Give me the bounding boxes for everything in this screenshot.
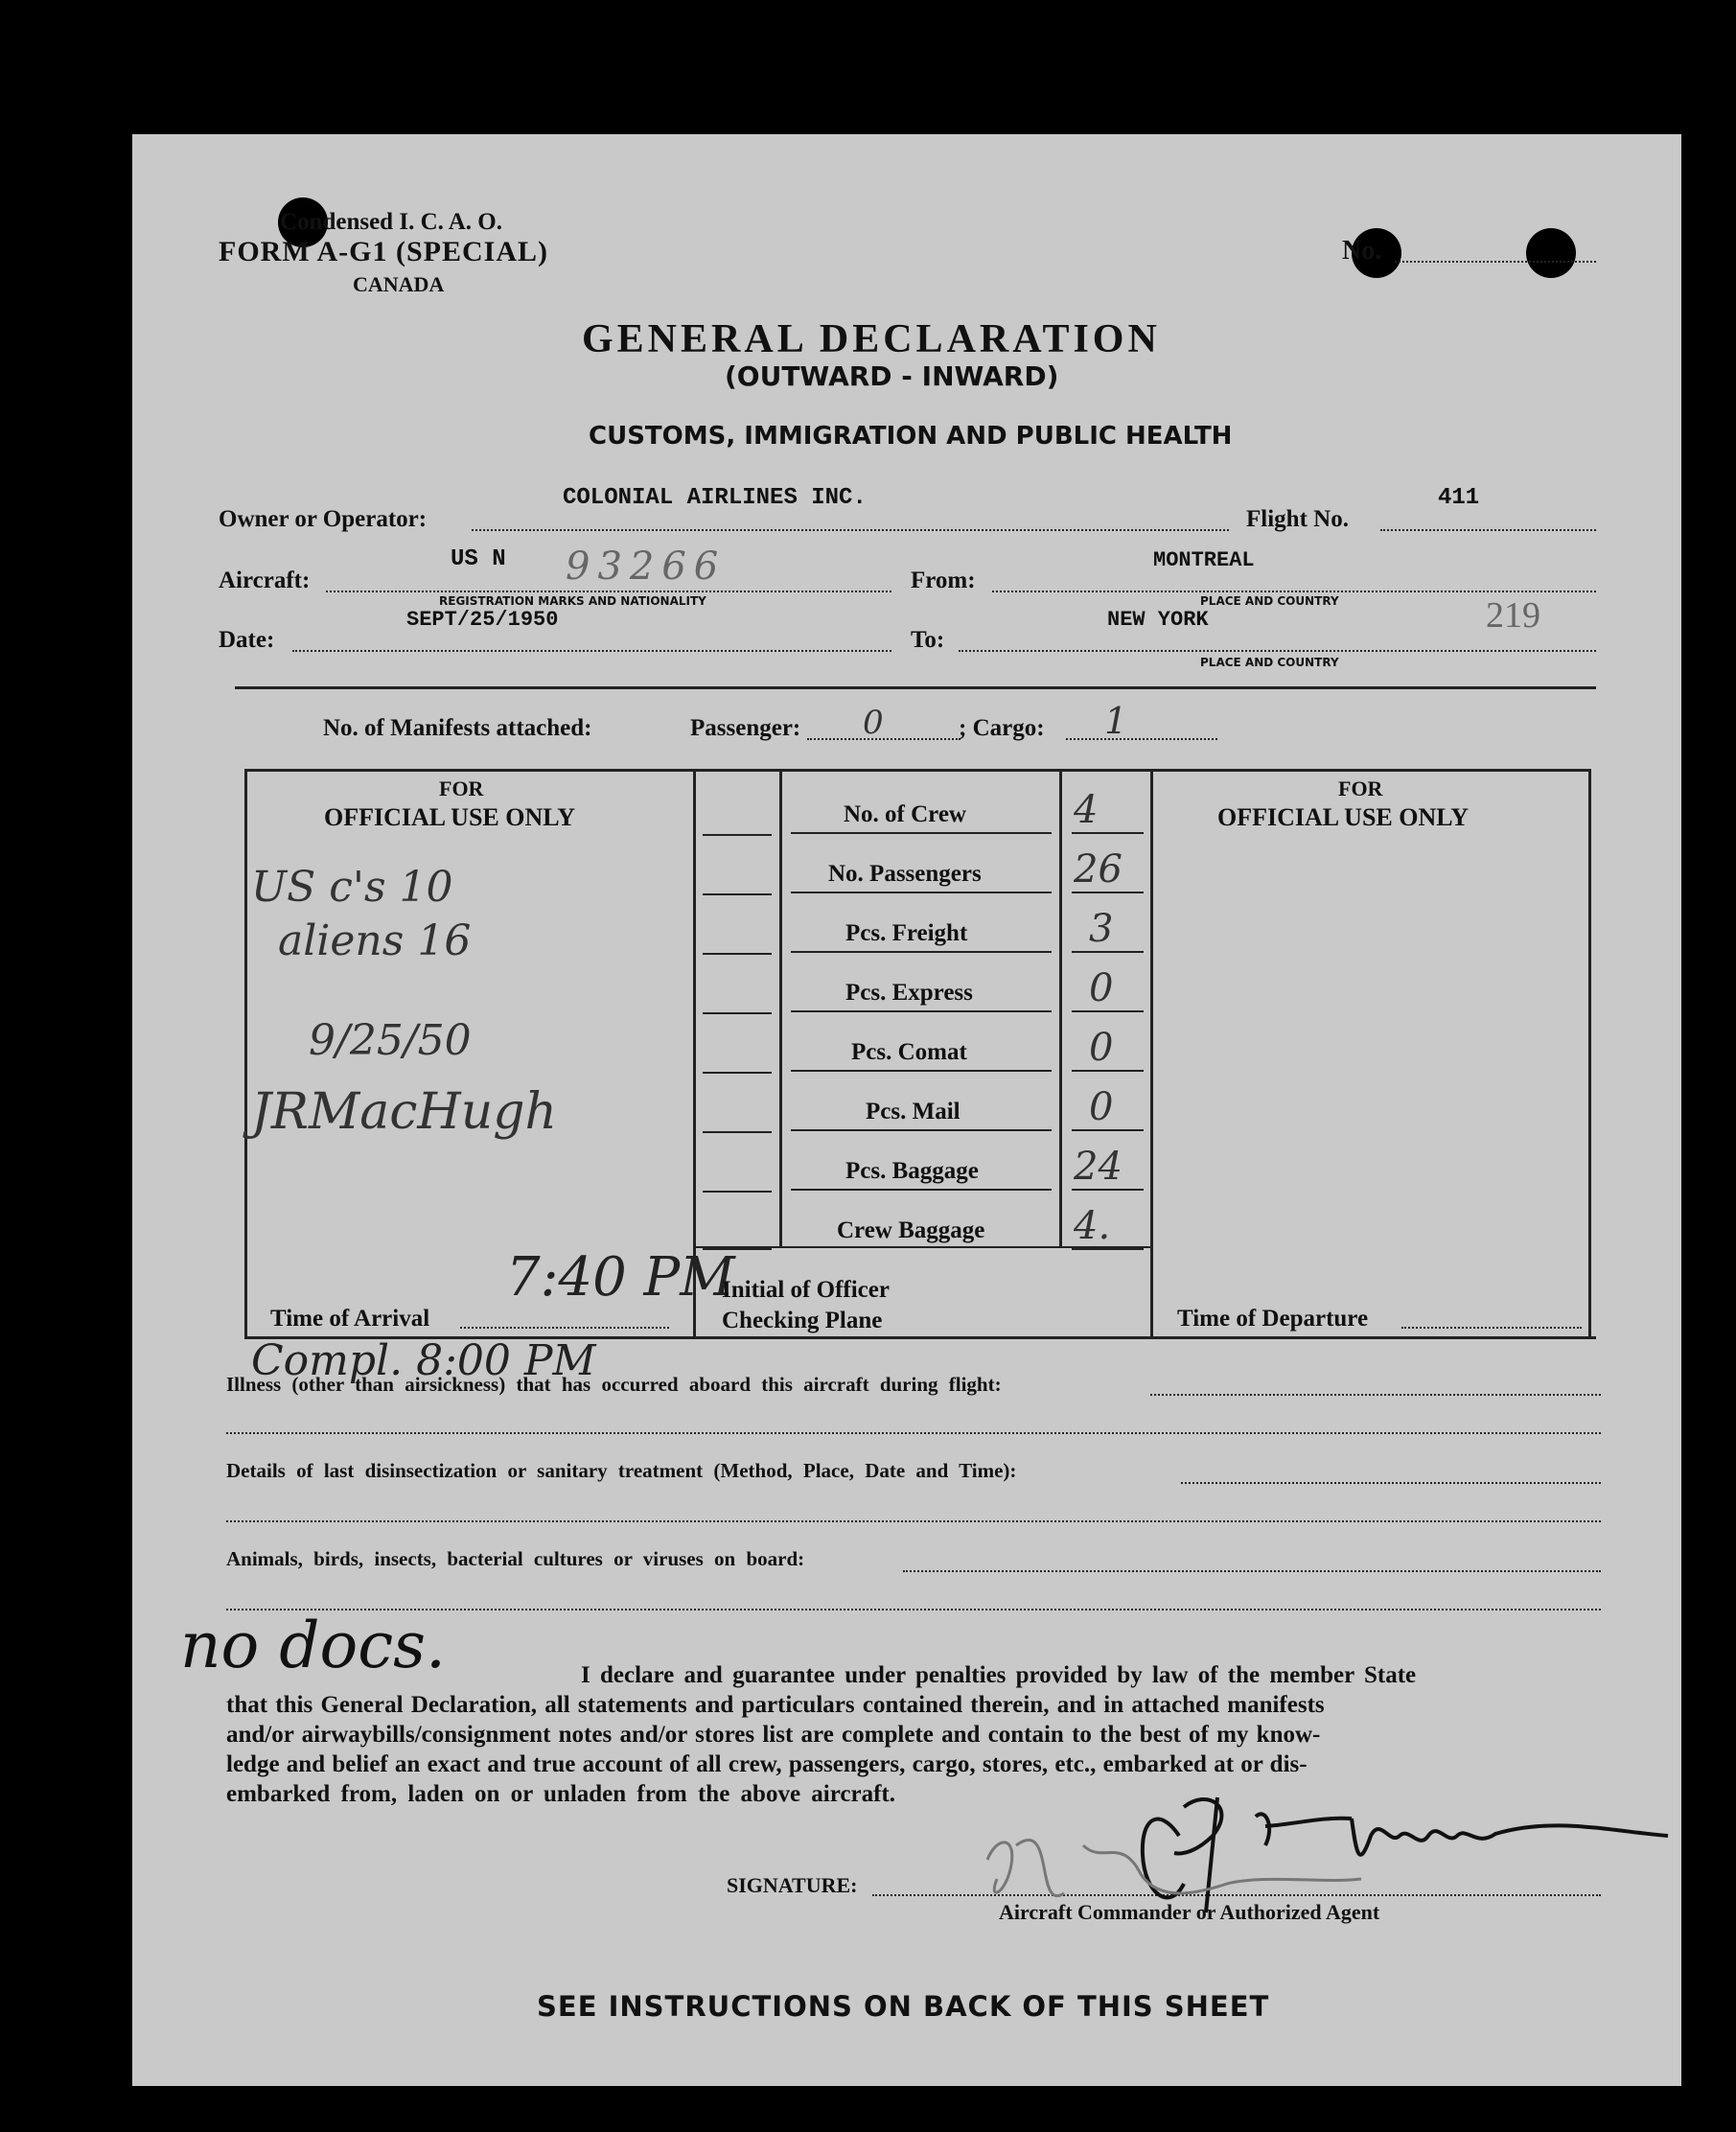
- punch-hole-right-2: [1526, 228, 1576, 278]
- box-col-4: [1150, 769, 1153, 1338]
- box-left: [244, 769, 247, 1338]
- row-value-crew: 4: [1074, 788, 1099, 832]
- signature-caption: Aircraft Commander or Authorized Agent: [999, 1900, 1380, 1924]
- cargo-value: 1: [1104, 700, 1128, 742]
- date-value: SEPT/25/1950: [406, 608, 559, 632]
- row-value-passengers: 26: [1074, 847, 1123, 892]
- owner-value: COLONIAL AIRLINES INC.: [563, 485, 867, 511]
- arrival-line: [460, 1327, 669, 1329]
- from-value: MONTREAL: [1153, 548, 1255, 572]
- row-dash-right: [1072, 892, 1144, 893]
- row-underline: [791, 1129, 1052, 1131]
- row-dash-right: [1072, 951, 1144, 953]
- departure-line: [1401, 1327, 1582, 1329]
- animals-line-1: [903, 1570, 1601, 1572]
- note-date: 9/25/50: [309, 1016, 472, 1065]
- date-line: [292, 650, 891, 652]
- row-dash-left: [703, 953, 772, 955]
- form-line-2: FORM A-G1 (SPECIAL): [219, 236, 548, 267]
- left-head-1: FOR: [439, 776, 484, 800]
- manifests-label: No. of Manifests attached:: [323, 715, 592, 741]
- flight-value: 411: [1438, 485, 1480, 511]
- row-dash-right: [1072, 1070, 1144, 1072]
- row-underline: [791, 1010, 1052, 1012]
- row-dash-right: [1072, 832, 1144, 834]
- row-underline: [791, 1070, 1052, 1072]
- illness-handwritten: Compl. 8:00 PM: [251, 1336, 596, 1385]
- country-label: CANADA: [353, 272, 445, 296]
- date-label: Date:: [219, 627, 275, 653]
- title-dept: CUSTOMS, IMMIGRATION AND PUBLIC HEALTH: [589, 422, 1233, 451]
- row-underline: [791, 892, 1052, 893]
- row-label-freight: Pcs. Freight: [845, 920, 968, 946]
- aircraft-handwritten: 93266: [566, 545, 727, 589]
- declaration-line-5: embarked from, laden on or unladen from the above aircraft.: [226, 1781, 895, 1807]
- row-dash-left: [703, 1191, 772, 1193]
- animals-label: Animals, birds, insects, bacterial cultures or viruses on board:: [226, 1547, 805, 1570]
- row-label-crew-baggage: Crew Baggage: [837, 1217, 985, 1243]
- aircraft-caption: REGISTRATION MARKS AND NATIONALITY: [439, 594, 706, 608]
- instructions-footer: SEE INSTRUCTIONS ON BACK OF THIS SHEET: [537, 1990, 1270, 2023]
- aircraft-line: [326, 591, 891, 592]
- officer-label-2: Checking Plane: [722, 1308, 883, 1333]
- cargo-label: ; Cargo:: [959, 715, 1045, 741]
- row-dash-right: [1072, 1010, 1144, 1012]
- row-dash-left: [703, 893, 772, 895]
- declaration-line-2: that this General Declaration, all statements and particulars contained therein, and in attached manifests: [226, 1692, 1325, 1718]
- officer-label-1: Initial of Officer: [722, 1277, 890, 1303]
- to-value: NEW YORK: [1107, 608, 1209, 632]
- right-head-1: FOR: [1338, 776, 1383, 800]
- to-caption: PLACE AND COUNTRY: [1200, 656, 1339, 669]
- departure-label: Time of Departure: [1177, 1306, 1369, 1332]
- row-label-comat: Pcs. Comat: [851, 1039, 967, 1065]
- row-value-crew-baggage: 4.: [1074, 1204, 1111, 1248]
- owner-line: [472, 529, 1229, 531]
- row-dash-left: [703, 1012, 772, 1014]
- row-dash-right: [1072, 1129, 1144, 1131]
- section-divider: [235, 686, 1596, 689]
- no-docs-note: no docs.: [180, 1609, 447, 1682]
- owner-label: Owner or Operator:: [219, 506, 428, 532]
- from-caption: PLACE AND COUNTRY: [1200, 594, 1339, 608]
- row-value-mail: 0: [1089, 1085, 1114, 1129]
- passenger-line: [807, 738, 961, 740]
- stamp-number: 219: [1486, 595, 1540, 636]
- note-officer-signature: JRMacHugh: [251, 1083, 557, 1141]
- aircraft-value: US N: [451, 546, 506, 572]
- row-dash-left: [703, 1131, 772, 1133]
- form-line-1: Condensed I. C. A. O.: [280, 209, 502, 235]
- disinsect-label: Details of last disinsectization or sanitary treatment (Method, Place, Date and Time):: [226, 1459, 1017, 1482]
- row-dash-right: [1072, 1189, 1144, 1191]
- row-label-passengers: No. Passengers: [828, 861, 982, 887]
- from-line: [992, 591, 1596, 592]
- arrival-label: Time of Arrival: [270, 1306, 430, 1332]
- note-aliens: aliens 16: [278, 916, 472, 965]
- disinsect-line-2: [226, 1520, 1601, 1522]
- cargo-line: [1066, 738, 1217, 740]
- left-head-2: OFFICIAL USE ONLY: [324, 803, 575, 831]
- row-underline: [791, 1189, 1052, 1191]
- number-line: [1395, 261, 1596, 263]
- to-label: To:: [911, 627, 945, 653]
- note-us-citizens: US c's 10: [251, 863, 453, 912]
- flight-line: [1380, 529, 1596, 531]
- row-underline: [791, 832, 1052, 834]
- flight-label: Flight No.: [1246, 506, 1349, 532]
- disinsect-line-1: [1181, 1482, 1601, 1484]
- passenger-label: Passenger:: [690, 715, 801, 741]
- illness-label: Illness (other than airsickness) that has occurred aboard this aircraft during flight:: [226, 1373, 1002, 1396]
- row-dash-left: [703, 1072, 772, 1074]
- to-line: [959, 650, 1596, 652]
- declaration-line-1: I declare and guarantee under penalties provided by law of the member State: [581, 1662, 1417, 1688]
- from-label: From:: [911, 568, 976, 593]
- illness-line-1: [1150, 1394, 1601, 1396]
- number-label: No.: [1342, 236, 1382, 266]
- row-label-crew: No. of Crew: [844, 801, 966, 827]
- title-sub: (OUTWARD - INWARD): [725, 360, 1059, 392]
- arrival-value: 7:40 PM: [506, 1246, 735, 1309]
- declaration-line-3: and/or airwaybills/consignment notes and/or stores list are complete and contain to the best of my know-: [226, 1722, 1321, 1748]
- box-col-3: [1059, 769, 1062, 1248]
- row-dash-right: [1072, 1248, 1144, 1250]
- box-right: [1588, 769, 1591, 1338]
- passenger-value: 0: [863, 704, 884, 742]
- row-label-baggage: Pcs. Baggage: [845, 1158, 979, 1184]
- row-label-mail: Pcs. Mail: [866, 1099, 961, 1124]
- title-main: GENERAL DECLARATION: [582, 317, 1161, 361]
- signature-label: SIGNATURE:: [727, 1873, 858, 1897]
- right-head-2: OFFICIAL USE ONLY: [1217, 803, 1469, 831]
- box-col-2: [779, 769, 782, 1248]
- row-value-freight: 3: [1089, 907, 1114, 951]
- declaration-line-4: ledge and belief an exact and true account of all crew, passengers, cargo, stores, etc., embarked at or dis-: [226, 1751, 1308, 1777]
- row-value-baggage: 24: [1074, 1145, 1123, 1189]
- row-underline: [791, 951, 1052, 953]
- row-value-comat: 0: [1089, 1026, 1114, 1070]
- row-value-express: 0: [1089, 966, 1114, 1010]
- illness-line-2: [226, 1432, 1601, 1434]
- row-label-express: Pcs. Express: [845, 980, 973, 1006]
- box-top: [244, 769, 1588, 772]
- row-dash-left: [703, 834, 772, 836]
- aircraft-label: Aircraft:: [219, 568, 311, 593]
